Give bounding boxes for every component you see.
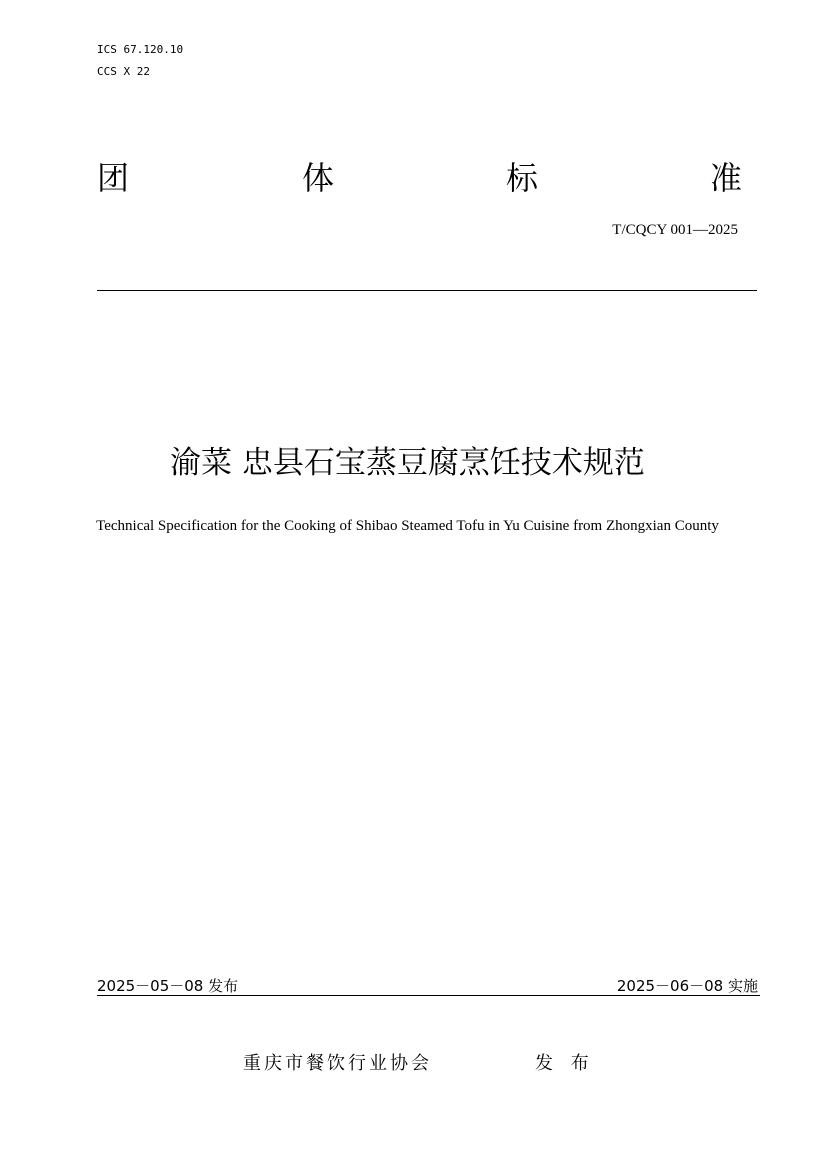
standard-type-char-2: 体	[302, 159, 335, 197]
standard-type-char-3: 标	[506, 159, 539, 197]
standard-code: T/CQCY 001—2025	[612, 222, 738, 238]
bottom-divider	[97, 995, 760, 996]
release-date: 2025－05－08 发布	[97, 977, 239, 995]
publish-label: 发 布	[535, 1053, 595, 1074]
publisher-name: 重庆市餐饮行业协会	[243, 1053, 432, 1074]
implementation-date: 2025－06－08 实施	[616, 977, 758, 995]
chinese-title: 渝菜 忠县石宝蒸豆腐烹饪技术规范	[170, 445, 645, 481]
english-title: Technical Specification for the Cooking of Shibao Steamed Tofu in Yu Cuisine from Zhongxian County	[96, 518, 719, 534]
top-divider	[97, 290, 757, 291]
ics-code: ICS 67.120.10	[97, 43, 184, 56]
standard-type-char-1: 团	[97, 159, 130, 197]
standard-type-char-4: 准	[710, 159, 743, 197]
ccs-code: CCS X 22	[97, 65, 150, 78]
